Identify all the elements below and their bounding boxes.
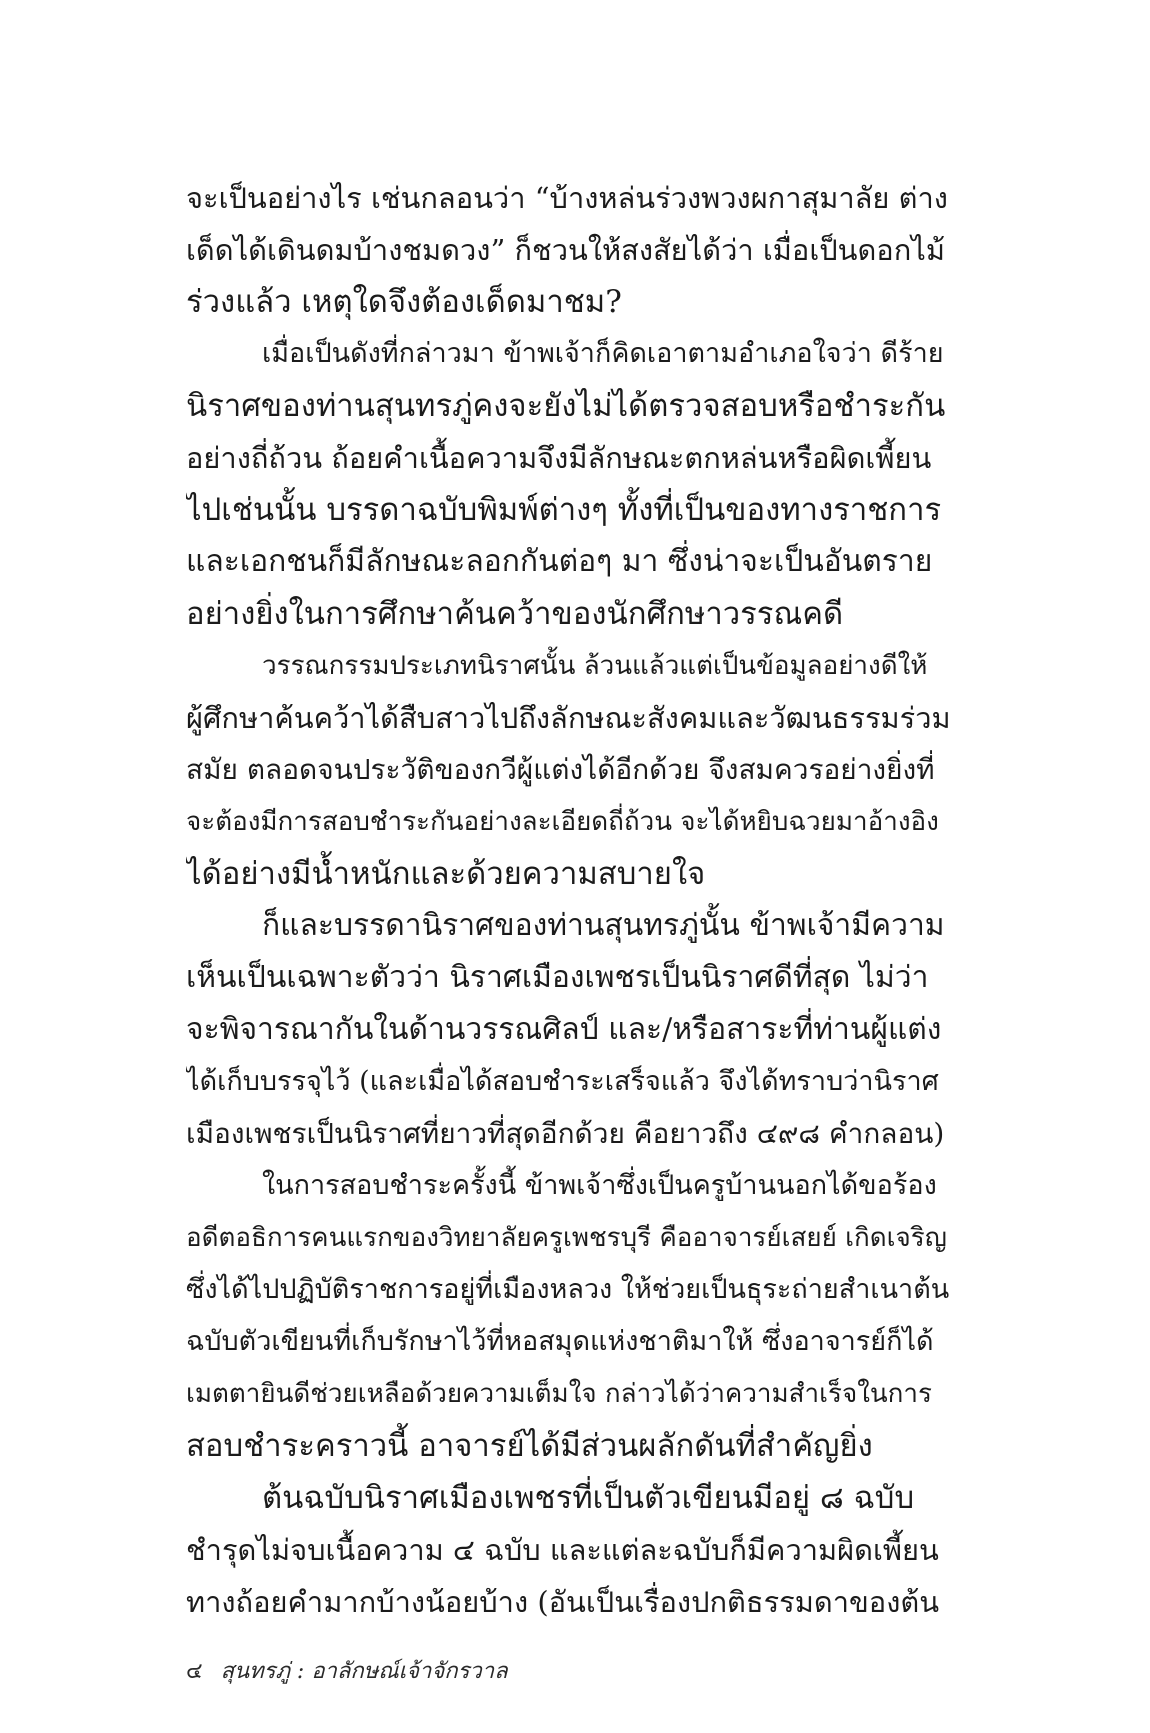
text-line: อย่างถี่ถ้วน ถ้อยคำเนื้อความจึงมีลักษณะตกหล่นหรือผิดเพี้ยน [186,441,932,475]
text-line: อดีตอธิการคนแรกของวิทยาลัยครูเพชรบุรี คืออาจารย์เสยย์ เกิดเจริญ [186,1223,947,1253]
text-line: ไปเช่นนั้น บรรดาฉบับพิมพ์ต่างๆ ทั้งที่เป็นของทางราชการ [186,492,942,528]
text-line: นิราศของท่านสุนทรภู่คงจะยังไม่ได้ตรวจสอบหรือชำระกัน [186,388,946,424]
text-line: เมื่อเป็นดังที่กล่าวมา ข้าพเจ้าก็คิดเอาตามอำเภอใจว่า ดีร้าย [262,338,944,369]
text-line: จะพิจารณากันในด้านวรรณศิลป์ และ/หรือสาระที่ท่านผู้แต่ง [186,1012,942,1047]
text-line: ผู้ศึกษาค้นคว้าได้สืบสาวไปถึงลักษณะสังคมและวัฒนธรรมร่วม [186,701,951,735]
text-line: เห็นเป็นเฉพาะตัวว่า นิราศเมืองเพชรเป็นนิราศดีที่สุด ไม่ว่า [186,960,929,995]
page-footer [186,1655,508,1689]
text-line: จะต้องมีการสอบชำระกันอย่างละเอียดถี่ถ้วน จะได้หยิบฉวยมาอ้างอิง [186,807,939,837]
text-line: ได้เก็บบรรจุไว้ (และเมื่อได้สอบชำระเสร็จแล้ว จึงได้ทราบว่านิราศ [186,1066,939,1097]
text-line: ในการสอบชำระครั้งนี้ ข้าพเจ้าซึ่งเป็นครูบ้านนอกได้ขอร้อง [262,1170,937,1201]
text-line: ร่วงแล้ว เหตุใดจึงต้องเด็ดมาชม? [186,284,622,320]
text-line: อย่างยิ่งในการศึกษาค้นคว้าของนักศึกษาวรรณคดี [186,596,844,632]
text-line: ได้อย่างมีน้ำหนักและด้วยความสบายใจ [186,856,706,892]
text-line: ชำรุดไม่จบเนื้อความ ๔ ฉบับ และแต่ละฉบับก็มีความผิดเพี้ยน [186,1533,939,1567]
text-line: เด็ดได้เดินดมบ้างชมดวง” ก็ชวนให้สงสัยได้ว่า เมื่อเป็นดอกไม้ [186,233,945,267]
paragraph-3 [186,640,952,900]
text-line: เมืองเพชรเป็นนิราศที่ยาวที่สุดอีกด้วย คือยาวถึง ๔๙๘ คำกลอน) [186,1117,945,1150]
text-line: ฉบับตัวเขียนที่เก็บรักษาไว้ที่หอสมุดแห่งชาติมาให้ ซึ่งอาจารย์ก็ได้ [186,1326,934,1357]
text-line: จะเป็นอย่างไร เช่นกลอนว่า “บ้างหล่นร่วงพวงผกาสุมาลัย ต่าง [186,181,948,215]
text-line: สมัย ตลอดจนประวัติของกวีผู้แต่งได้อีกด้วย จึงสมควรอย่างยิ่งที่ [186,753,935,786]
paragraph-2 [186,328,952,640]
text-line: ซึ่งได้ไปปฏิบัติราชการอยู่ที่เมืองหลวง ให้ช่วยเป็นธุระถ่ายสำเนาต้น [186,1274,950,1305]
page-number: ๔ [186,1659,203,1684]
text-line: สอบชำระคราวนี้ อาจารย์ได้มีส่วนผลักดันที่สำคัญยิ่ง [186,1428,873,1464]
text-line: วรรณกรรมประเภทนิราศนั้น ล้วนแล้วแต่เป็นข้อมูลอย่างดีให้ [262,651,928,681]
paragraph-1 [186,172,952,328]
text-line: และเอกชนก็มีลักษณะลอกกันต่อๆ มา ซึ่งน่าจะเป็นอันตราย [186,544,933,579]
paragraph-5 [186,1160,952,1472]
text-line: ต้นฉบับนิราศเมืองเพชรที่เป็นตัวเขียนมีอยู่ ๘ ฉบับ [262,1480,915,1516]
running-title: สุนทรภู่ : อาลักษณ์เจ้าจักรวาล [220,1659,508,1684]
text-line: เมตตายินดีช่วยเหลือด้วยความเต็มใจ กล่าวได้ว่าความสำเร็จในการ [186,1379,932,1409]
paragraph-6 [186,1472,952,1628]
paragraph-4 [186,900,952,1160]
text-line: ก็และบรรดานิราศของท่านสุนทรภู่นั้น ข้าพเจ้ามีความ [262,908,945,943]
text-line: ทางถ้อยคำมากบ้างน้อยบ้าง (อันเป็นเรื่องปกติธรรมดาของต้น [186,1585,940,1619]
